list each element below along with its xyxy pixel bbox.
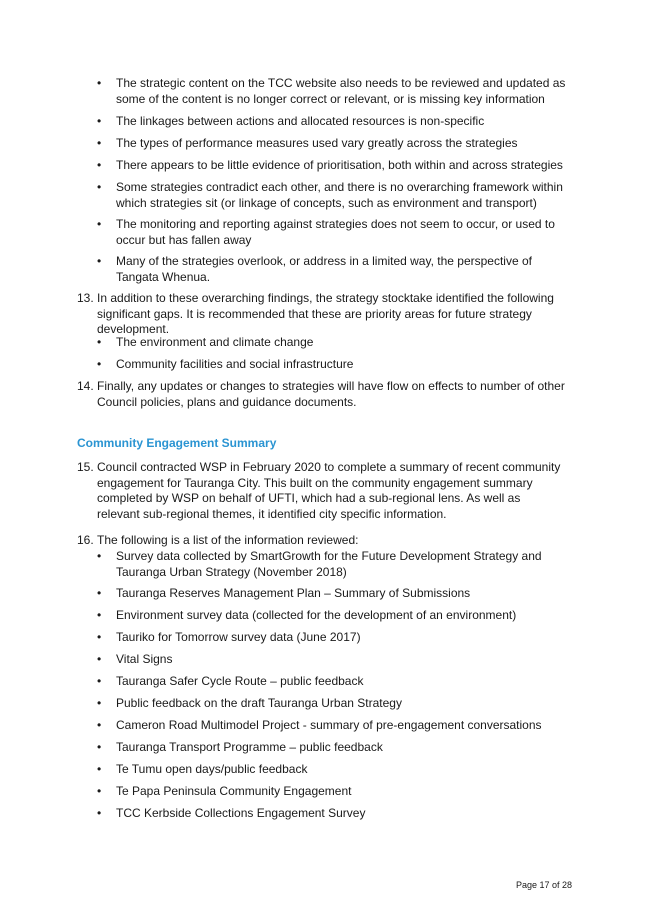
page-number: Page 17 of 28 [516,880,573,890]
paragraph-number: 16. [77,533,94,547]
bullet-item: • Vital Signs [116,652,566,668]
paragraph-number: 15. [77,460,94,474]
bullet-item: • Many of the strategies overlook, or address in a limited way, the perspective of Tangata Whenua. [116,254,566,285]
bullet-item: • Environment survey data (collected for the development of an environment) [116,608,566,624]
section-heading: Community Engagement Summary [77,436,277,450]
bullet-item: • There appears to be little evidence of prioritisation, both within and across strategies [116,158,566,174]
paragraph-text: Finally, any updates or changes to strategies will have flow on effects to number of other Council policies, plans and guidance documents. [97,379,565,409]
paragraph-number: 14. [77,379,94,393]
numbered-paragraph-16 [77,533,566,549]
bullet-item: • Community facilities and social infrastructure [116,357,566,373]
bullet-item: • The strategic content on the TCC website also needs to be reviewed and updated as some of the content is no longer correct or relevant, or is missing key information [116,76,566,107]
bullet-item: • Tauriko for Tomorrow survey data (June 2017) [116,630,566,646]
numbered-paragraph-14 [77,379,566,410]
bullet-item: • TCC Kerbside Collections Engagement Survey [116,806,566,822]
bullet-item: • Tauranga Transport Programme – public feedback [116,740,566,756]
bullet-item: • The environment and climate change [116,335,566,351]
numbered-paragraph-15 [77,460,566,522]
bullet-item: • The types of performance measures used vary greatly across the strategies [116,136,566,152]
bullet-item: • Te Tumu open days/public feedback [116,762,566,778]
bullet-item: • Public feedback on the draft Tauranga Urban Strategy [116,696,566,712]
bullet-item: • Some strategies contradict each other, and there is no overarching framework within which strategies sit (or linkage of concepts, such as environment and transport) [116,180,566,211]
bullet-item: • Tauranga Reserves Management Plan – Summary of Submissions [116,586,566,602]
paragraph-text: In addition to these overarching findings, the strategy stocktake identified the following significant gaps. It is recommended that these are priority areas for future strategy development. [97,291,554,336]
bullet-item: • The linkages between actions and allocated resources is non-specific [116,114,566,130]
bullet-item: • Survey data collected by SmartGrowth for the Future Development Strategy and Tauranga Urban Strategy (November 2018) [116,549,566,580]
bullet-item: • Cameron Road Multimodel Project - summary of pre-engagement conversations [116,718,566,734]
paragraph-text: Council contracted WSP in February 2020 to complete a summary of recent community engagement for Tauranga City. This built on the community engagement summary completed by WSP on behalf of UFTI, which had a sub-regional lens. As well as relevant sub-regional themes, it identified city specific information. [97,460,561,521]
paragraph-number: 13. [77,291,94,305]
numbered-paragraph-13 [77,291,566,338]
bullet-item: • The monitoring and reporting against strategies does not seem to occur, or used to occur but has fallen away [116,217,566,248]
paragraph-text: The following is a list of the information reviewed: [97,533,359,547]
bullet-item: • Te Papa Peninsula Community Engagement [116,784,566,800]
bullet-item: • Tauranga Safer Cycle Route – public feedback [116,674,566,690]
